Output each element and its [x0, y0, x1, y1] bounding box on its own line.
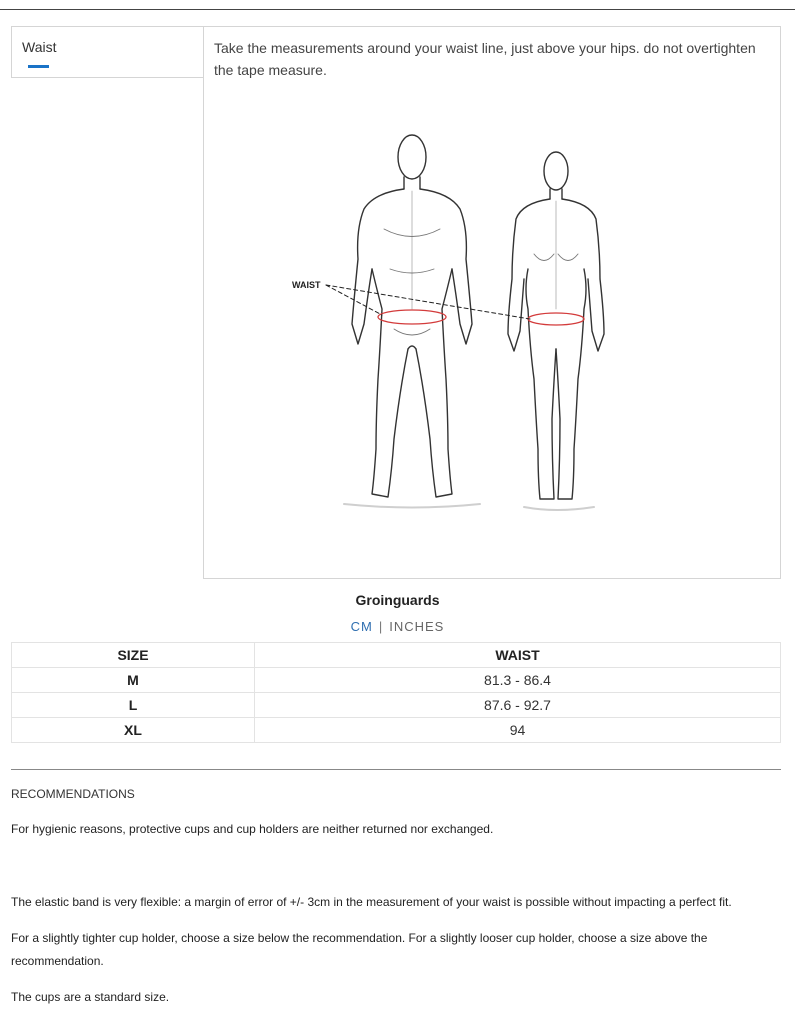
unit-toggle [0, 619, 795, 634]
size-cell: M [12, 668, 255, 693]
top-divider [0, 9, 795, 10]
size-chart-title: Groinguards [355, 592, 440, 608]
waist-measurement-illustration [284, 119, 624, 519]
recommendations-heading: RECOMMENDATIONS [11, 787, 135, 801]
waist-cell: 87.6 - 92.7 [255, 693, 781, 718]
section-divider [11, 769, 781, 770]
measurement-panel [203, 26, 781, 579]
size-table [11, 642, 781, 743]
size-cell: L [12, 693, 255, 718]
size-cell: XL [12, 718, 255, 743]
table-row [12, 668, 781, 693]
measurement-description: Take the measurements around your waist line, just above your hips. do not overtighten the tape measure. [214, 40, 756, 78]
recommendation-paragraph: The cups are a standard size. [11, 990, 170, 1004]
unit-separator: | [378, 619, 384, 634]
waist-figure-label: WAIST [292, 280, 321, 290]
waist-cell: 81.3 - 86.4 [255, 668, 781, 693]
tab-waist-label: Waist [22, 39, 57, 55]
male-figure [352, 135, 472, 497]
unit-cm-button[interactable]: CM [350, 619, 373, 634]
table-row [12, 693, 781, 718]
header-size: SIZE [12, 643, 255, 668]
table-header-row [12, 643, 781, 668]
table-row [12, 718, 781, 743]
tab-active-indicator [28, 65, 49, 68]
header-waist: WAIST [255, 643, 781, 668]
tab-waist[interactable] [11, 26, 204, 78]
recommendation-paragraph: The elastic band is very flexible: a margin of error of +/- 3cm in the measurement of your waist is possible without impacting a perfect fit. [11, 895, 732, 909]
waist-cell: 94 [255, 718, 781, 743]
recommendation-paragraph: For a slightly tighter cup holder, choose a size below the recommendation. For a slightly looser cup holder, choose a size above the recommendation. [11, 931, 708, 968]
unit-inches-button[interactable]: INCHES [389, 619, 445, 634]
recommendation-paragraph: For hygienic reasons, protective cups and cup holders are neither returned nor exchanged. [11, 822, 494, 836]
